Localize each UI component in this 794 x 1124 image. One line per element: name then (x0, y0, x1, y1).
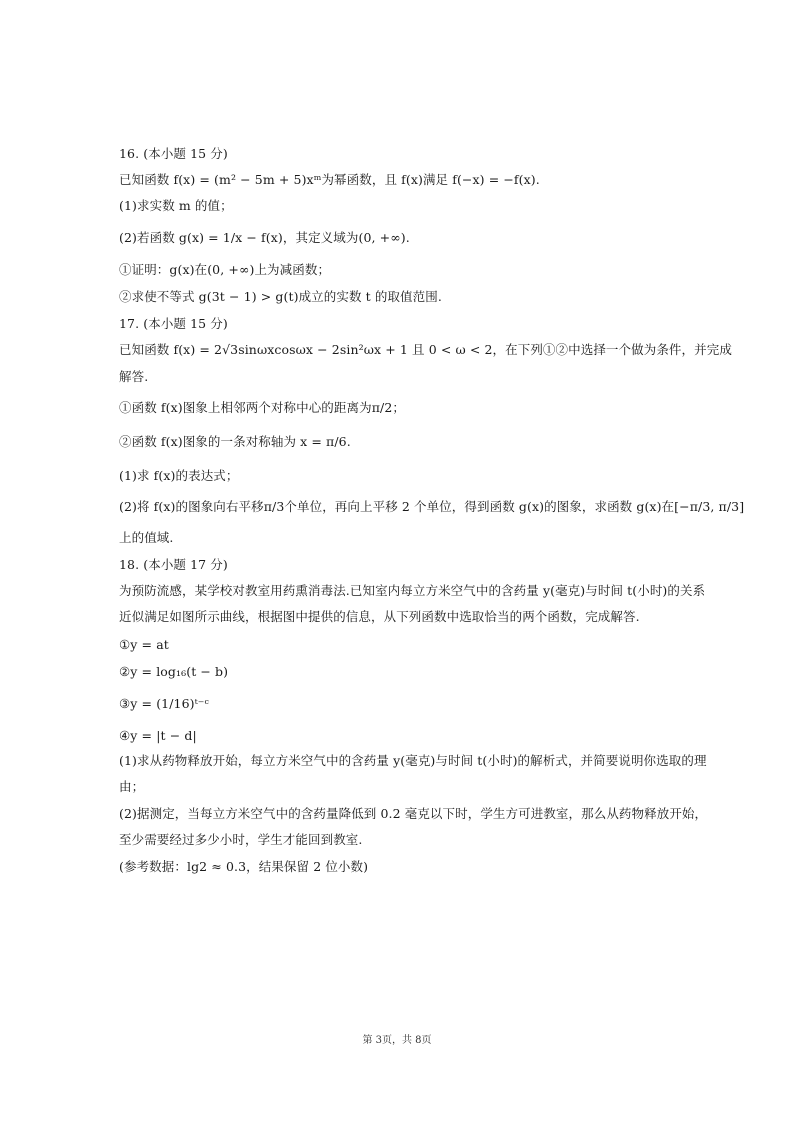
problem-17-line-2: 解答. (119, 369, 149, 384)
problem-17-header: 17. (本小题 15 分) (119, 316, 228, 331)
problem-17-line-6: (2)将 f(x)的图象向右平移π/3个单位，再向上平移 2 个单位，得到函数 g(x)的图象，求函数 g(x)在[−π/3, π/3] (119, 499, 745, 514)
problem-18-line-8: 由； (119, 779, 145, 794)
problem-18-option-4: ④y = |t − d| (119, 728, 197, 743)
problem-18-line-1: 为预防流感，某学校对教室用药熏消毒法.已知室内每立方米空气中的含药量 y(毫克)与时间 t(小时)的关系 (119, 583, 706, 598)
problem-16-line-4: ①证明：g(x)在(0, +∞)上为减函数； (119, 262, 331, 277)
problem-17-line-3: ①函数 f(x)图象上相邻两个对称中心的距离为π/2； (119, 400, 405, 415)
problem-18-line-9: (2)据测定，当每立方米空气中的含药量降低到 0.2 毫克以下时，学生方可进教室，那么从药物释放开始， (119, 806, 708, 821)
problem-18-option-3: ③y = (1/16)ᵗ⁻ᶜ (119, 696, 209, 711)
problem-18-reference: (参考数据：lg2 ≈ 0.3，结果保留 2 位小数) (119, 859, 369, 874)
problem-18-line-7: (1)求从药物释放开始，每立方米空气中的含药量 y(毫克)与时间 t(小时)的解析式，并简要说明你选取的理 (119, 753, 707, 768)
problem-17-line-4: ②函数 f(x)图象的一条对称轴为 x = π/6. (119, 434, 351, 449)
problem-16-line-2: (1)求实数 m 的值； (119, 198, 233, 213)
problem-16-line-1: 已知函数 f(x) = (m² − 5m + 5)xᵐ为幂函数，且 f(x)满足 f(−x) = −f(x). (119, 172, 540, 187)
problem-18-line-10: 至少需要经过多少小时，学生才能回到教室. (119, 832, 363, 847)
page-footer: 第 3页，共 8页 (362, 1035, 432, 1046)
problem-16-line-5: ②求使不等式 g(3t − 1) > g(t)成立的实数 t 的取值范围. (119, 289, 442, 304)
problem-18-option-2: ②y = log₁₆(t − b) (119, 664, 229, 679)
problem-16-line-3: (2)若函数 g(x) = 1/x − f(x)，其定义域为(0, +∞). (119, 230, 410, 245)
problem-17-line-7: 上的值域. (119, 530, 174, 545)
problem-18-option-1: ①y = at (119, 637, 169, 652)
problem-17-line-5: (1)求 f(x)的表达式； (119, 468, 239, 483)
problem-16-header: 16. (本小题 15 分) (119, 146, 228, 161)
problem-17-line-1: 已知函数 f(x) = 2√3sinωxcosωx − 2sin²ωx + 1 且 0 < ω < 2，在下列①②中选择一个做为条件，并完成 (119, 342, 732, 357)
problem-18-line-2: 近似满足如图所示曲线，根据图中提供的信息，从下列函数中选取恰当的两个函数，完成解答. (119, 609, 640, 624)
problem-18-header: 18. (本小题 17 分) (119, 557, 228, 572)
